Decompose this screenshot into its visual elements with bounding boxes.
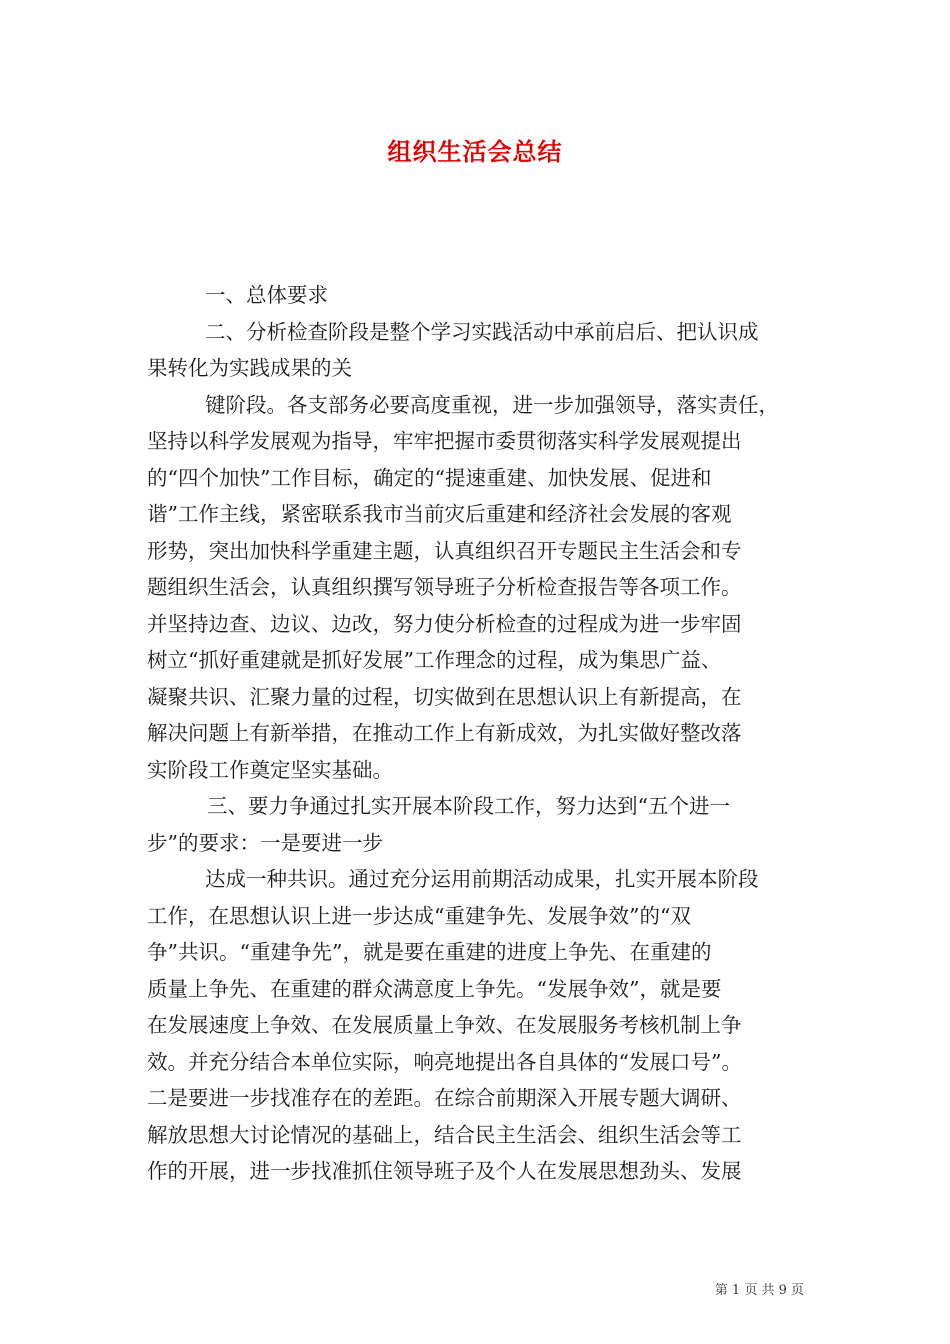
text-line: 树立“抓好重建就是抓好发展”工作理念的过程，成为集思广益、 [147, 648, 722, 672]
text-line: 实阶段工作奠定坚实基础。 [147, 757, 393, 782]
text-line: 效。并充分结合本单位实际，响亮地提出各自具体的“发展口号”。 [147, 1049, 742, 1074]
text-line: 题组织生活会，认真组织撰写领导班子分析检查报告等各项工作。 [147, 575, 742, 599]
text-line: 一、总体要求 [205, 283, 328, 307]
text-line: 果转化为实践成果的关 [147, 356, 352, 380]
text-line: 达成一种共识。通过充分运用前期活动成果，扎实开展本阶段 [205, 867, 759, 891]
text-line: 键阶段。各支部务必要高度重视，进一步加强领导，落实责任， [205, 392, 779, 417]
text-line: 在发展速度上争效、在发展质量上争效、在发展服务考核机制上争 [147, 1013, 742, 1037]
text-line: 并坚持边查、边议、边改，努力使分析检查的过程成为进一步牢固 [147, 611, 742, 636]
text-line: 的“四个加快”工作目标，确定的“提速重建、加快发展、促进和 [147, 465, 712, 490]
document-title: 组织生活会总结 [387, 137, 563, 166]
text-line: 质量上争先、在重建的群众满意度上争先。“发展争效”，就是要 [147, 976, 722, 1001]
text-line: 坚持以科学发展观为指导，牢牢把握市委贯彻落实科学发展观提出 [147, 429, 742, 453]
text-line: 争”共识。“重建争先”，就是要在重建的进度上争先、在重建的 [147, 940, 712, 964]
document-body [147, 277, 807, 1190]
text-line: 步”的要求：一是要进一步 [147, 830, 383, 855]
text-line: 解放思想大讨论情况的基础上，结合民主生活会、组织生活会等工 [147, 1122, 742, 1147]
text-line: 形势，突出加快科学重建主题，认真组织召开专题民主生活会和专 [147, 538, 742, 563]
text-line: 解决问题上有新举措，在推动工作上有新成效，为扎实做好整改落 [147, 721, 742, 745]
text-line: 作的开展，进一步找准抓住领导班子及个人在发展思想劲头、发展 [147, 1159, 742, 1183]
text-line: 凝聚共识、汇聚力量的过程，切实做到在思想认识上有新提高，在 [147, 684, 742, 709]
page-number: 第 1 页 共 9 页 [714, 1283, 804, 1298]
text-line: 二、分析检查阶段是整个学习实践活动中承前启后、把认识成 [205, 319, 759, 344]
text-line: 谐”工作主线，紧密联系我市当前灾后重建和经济社会发展的客观 [147, 502, 732, 526]
text-line: 二是要进一步找准存在的差距。在综合前期深入开展专题大调研、 [147, 1086, 742, 1110]
text-line: 三、要力争通过扎实开展本阶段工作，努力达到“五个进一 [207, 794, 730, 818]
text-line: 工作，在思想认识上进一步达成“重建争先、发展争效”的“双 [147, 903, 691, 928]
